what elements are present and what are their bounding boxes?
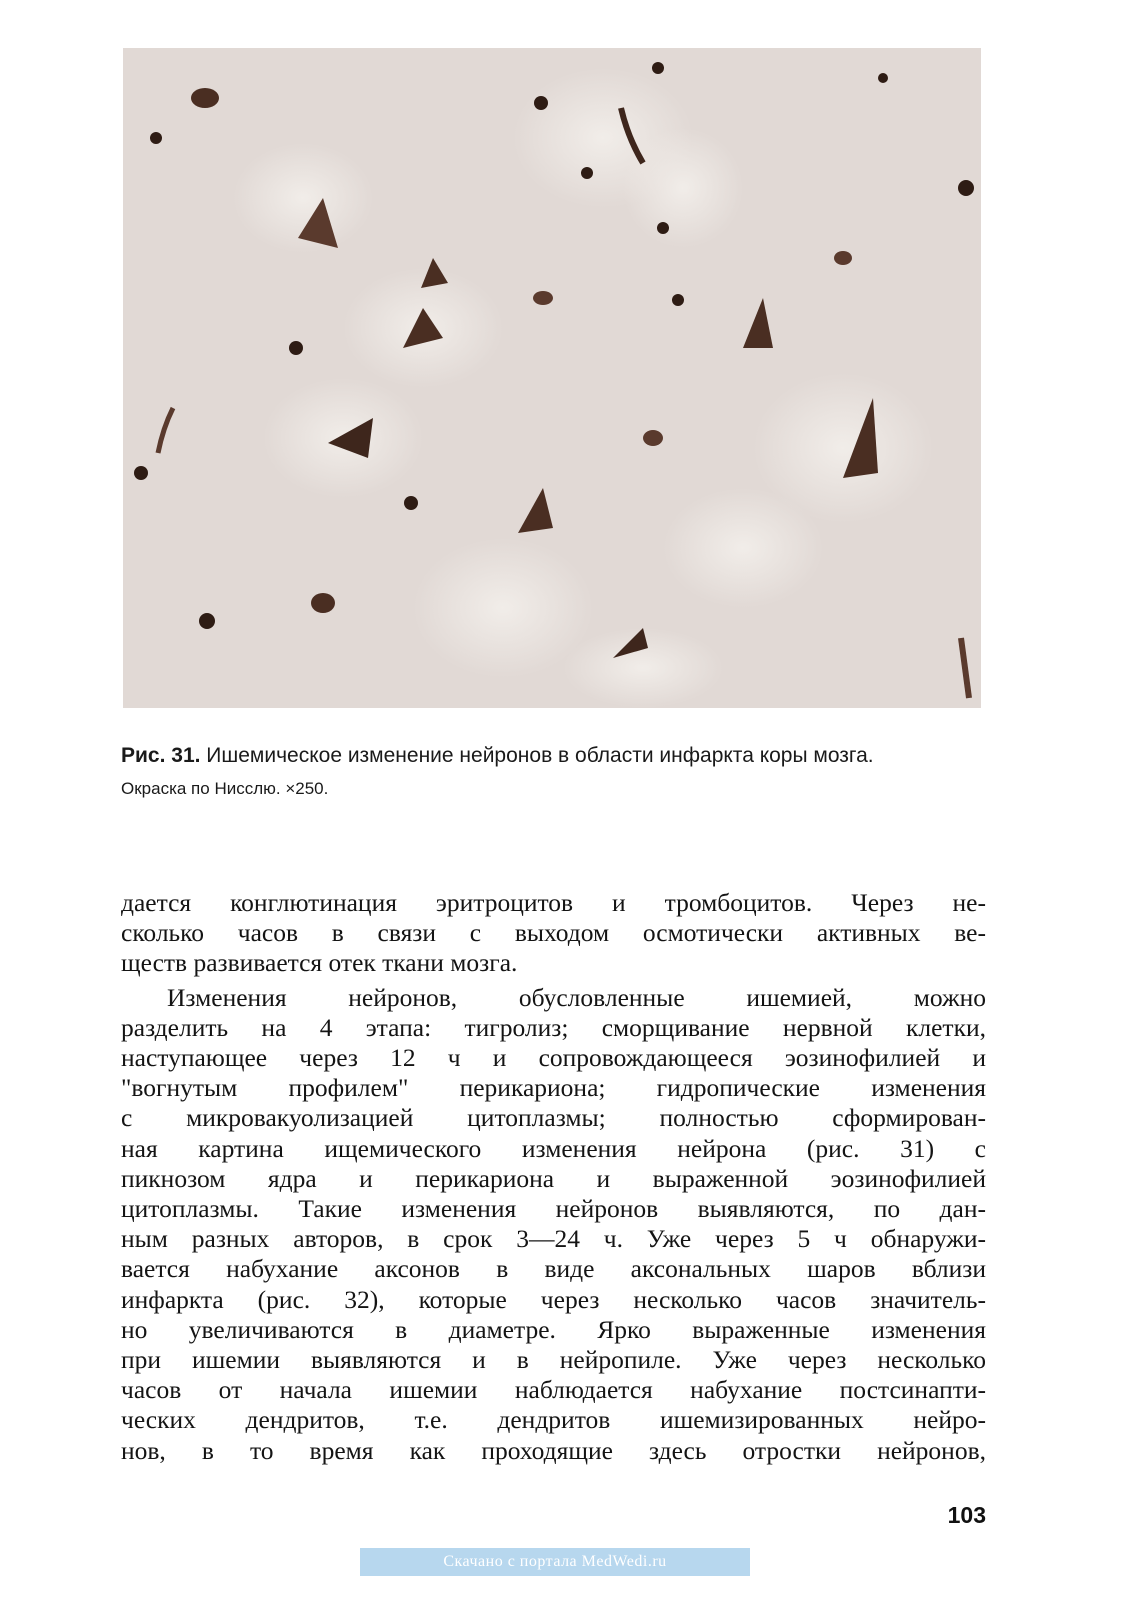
- text-line: вается набухание аксонов в виде аксональных шаров вблизи: [121, 1254, 986, 1284]
- glial-nucleus: [657, 222, 669, 234]
- caption-title: [121, 743, 1001, 768]
- tissue-halo: [413, 538, 593, 678]
- micrograph-figure: [123, 48, 981, 708]
- text-line: пикнозом ядра и перикариона и выраженной эозинофилией: [121, 1163, 986, 1193]
- glial-nucleus: [404, 496, 418, 510]
- text-line: ческих дендритов, т.е. дендритов ишемизированных нейро-: [121, 1405, 986, 1435]
- figure-caption: [121, 743, 1001, 800]
- text-line: Изменения нейронов, обусловленные ишемией, можно: [167, 982, 986, 1012]
- text-line: разделить на 4 этапа: тигролиз; сморщивание нервной клетки,: [121, 1012, 986, 1042]
- download-watermark: Скачано с портала MedWedi.ru: [360, 1548, 750, 1576]
- caption-label: Рис. 31.: [121, 744, 201, 767]
- text-line: сколько часов в связи с выходом осмотически активных ве-: [121, 918, 986, 948]
- text-line: нов, в то время как проходящие здесь отростки нейронов,: [121, 1435, 986, 1465]
- text-line: цитоплазмы. Такие изменения нейронов выявляются, по дан-: [121, 1194, 986, 1224]
- glial-nucleus: [534, 96, 548, 110]
- neuron: [191, 88, 219, 108]
- glial-nucleus: [289, 341, 303, 355]
- glial-nucleus: [150, 132, 162, 144]
- text-line: дается конглютинация эритроцитов и тромбоцитов. Через не-: [121, 888, 986, 917]
- micrograph-image: [123, 48, 981, 708]
- text-line: при ишемии выявляются и в нейропиле. Уже через несколько: [121, 1345, 986, 1375]
- text-line: инфаркта (рис. 32), которые через несколько часов значитель-: [121, 1284, 986, 1314]
- paragraph-1: [121, 888, 986, 979]
- text-line: ная картина ищемического изменения нейрона (рис. 31) с: [121, 1133, 986, 1163]
- page-number: 103: [947, 1502, 986, 1528]
- caption-text: Ишемическое изменение нейронов в области инфаркта коры мозга.: [200, 744, 874, 767]
- tissue-halo: [623, 128, 743, 248]
- text-line: с микровакуолизацией цитоплазмы; полностью сформирован-: [121, 1103, 986, 1133]
- neuron: [533, 291, 553, 305]
- text-line: "вогнутым профилем" перикариона; гидропические изменения: [121, 1073, 986, 1103]
- glial-nucleus: [581, 167, 593, 179]
- neuron: [311, 593, 335, 613]
- glial-nucleus: [199, 613, 215, 629]
- text-line: наступающее через 12 ч и сопровождающееся эозинофилией и: [121, 1043, 986, 1073]
- neuron: [643, 430, 663, 446]
- neuron: [834, 251, 852, 265]
- stain-note: Окраска по Нисслю. ×250.: [121, 779, 329, 798]
- glial-nucleus: [958, 180, 974, 196]
- body-text: [121, 888, 986, 1466]
- glial-nucleus: [672, 294, 684, 306]
- glial-nucleus: [134, 466, 148, 480]
- text-line: ным разных авторов, в срок 3—24 ч. Уже через 5 ч обнаружи-: [121, 1224, 986, 1254]
- glial-nucleus: [652, 62, 664, 74]
- paragraph-2: [121, 983, 986, 1466]
- text-line: часов от начала ишемии наблюдается набухание постсинапти-: [121, 1375, 986, 1405]
- text-line: ществ развивается отек ткани мозга.: [121, 948, 518, 978]
- glial-nucleus: [878, 73, 888, 83]
- tissue-halo: [753, 373, 933, 523]
- text-line: но увеличиваются в диаметре. Ярко выраженные изменения: [121, 1314, 986, 1344]
